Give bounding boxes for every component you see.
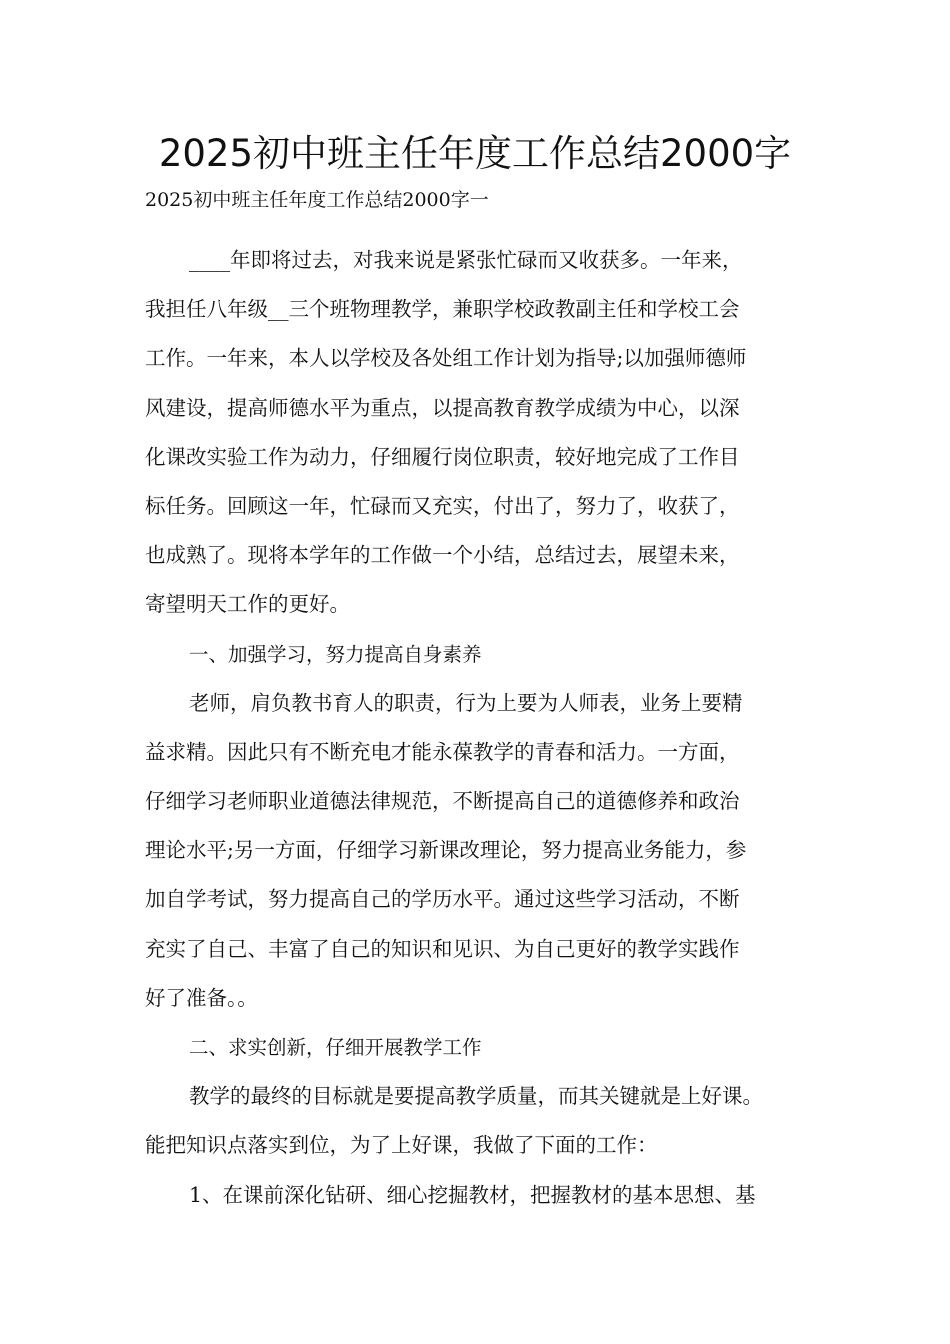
paragraph-line: 理论水平;另一方面，仔细学习新课改理论，努力提高业务能力，参 [145, 838, 747, 863]
paragraph-line: 老师，肩负教书育人的职责，行为上要为人师表，业务上要精 [189, 690, 743, 715]
paragraph-line: 能把知识点落实到位，为了上好课，我做了下面的工作： [145, 1133, 658, 1158]
paragraph-line: 标任务。回顾这一年，忙碌而又充实，付出了，努力了，收获了， [145, 493, 740, 518]
paragraph-line: 风建设，提高师德水平为重点，以提高教育教学成绩为中心，以深 [145, 395, 740, 420]
paragraph-line: 寄望明天工作的更好。 [145, 592, 350, 617]
paragraph-line: ____年即将过去，对我来说是紧张忙碌而又收获多。一年来， [189, 248, 743, 272]
paragraph-line: 我担任八年级__三个班物理教学，兼职学校政教副主任和学校工会 [145, 297, 740, 322]
paragraph-line: 好了准备。。 [145, 985, 258, 1010]
section-heading: 一、加强学习，努力提高自身素养 [189, 642, 482, 666]
paragraph-line: 化课改实验工作为动力，仔细履行岗位职责，较好地完成了工作目 [145, 444, 740, 469]
paragraph-line: 也成熟了。现将本学年的工作做一个小结，总结过去，展望未来， [145, 543, 740, 568]
document-subtitle: 2025初中班主任年度工作总结2000字一 [145, 189, 489, 211]
paragraph-line: 教学的最终的目标就是要提高教学质量，而其关键就是上好课。 [189, 1084, 763, 1109]
section-heading: 二、求实创新，仔细开展教学工作 [189, 1036, 482, 1059]
paragraph-line: 加自学考试，努力提高自己的学历水平。通过这些学习活动，不断 [145, 887, 740, 912]
paragraph-line: 仔细学习老师职业道德法律规范，不断提高自己的道德修养和政治 [145, 789, 740, 814]
document-body [145, 236, 813, 1220]
paragraph-line: 工作。一年来，本人以学校及各处组工作计划为指导;以加强师德师 [145, 346, 747, 371]
document-title: 2025初中班主任年度工作总结2000字 [158, 132, 792, 175]
paragraph-line: 充实了自己、丰富了自己的知识和见识、为自己更好的教学实践作 [145, 936, 740, 961]
paragraph-line: 1、在课前深化钻研、细心挖掘教材，把握教材的基本思想、基 [189, 1182, 756, 1207]
paragraph-line: 益求精。因此只有不断充电才能永葆教学的青春和活力。一方面， [145, 739, 740, 764]
